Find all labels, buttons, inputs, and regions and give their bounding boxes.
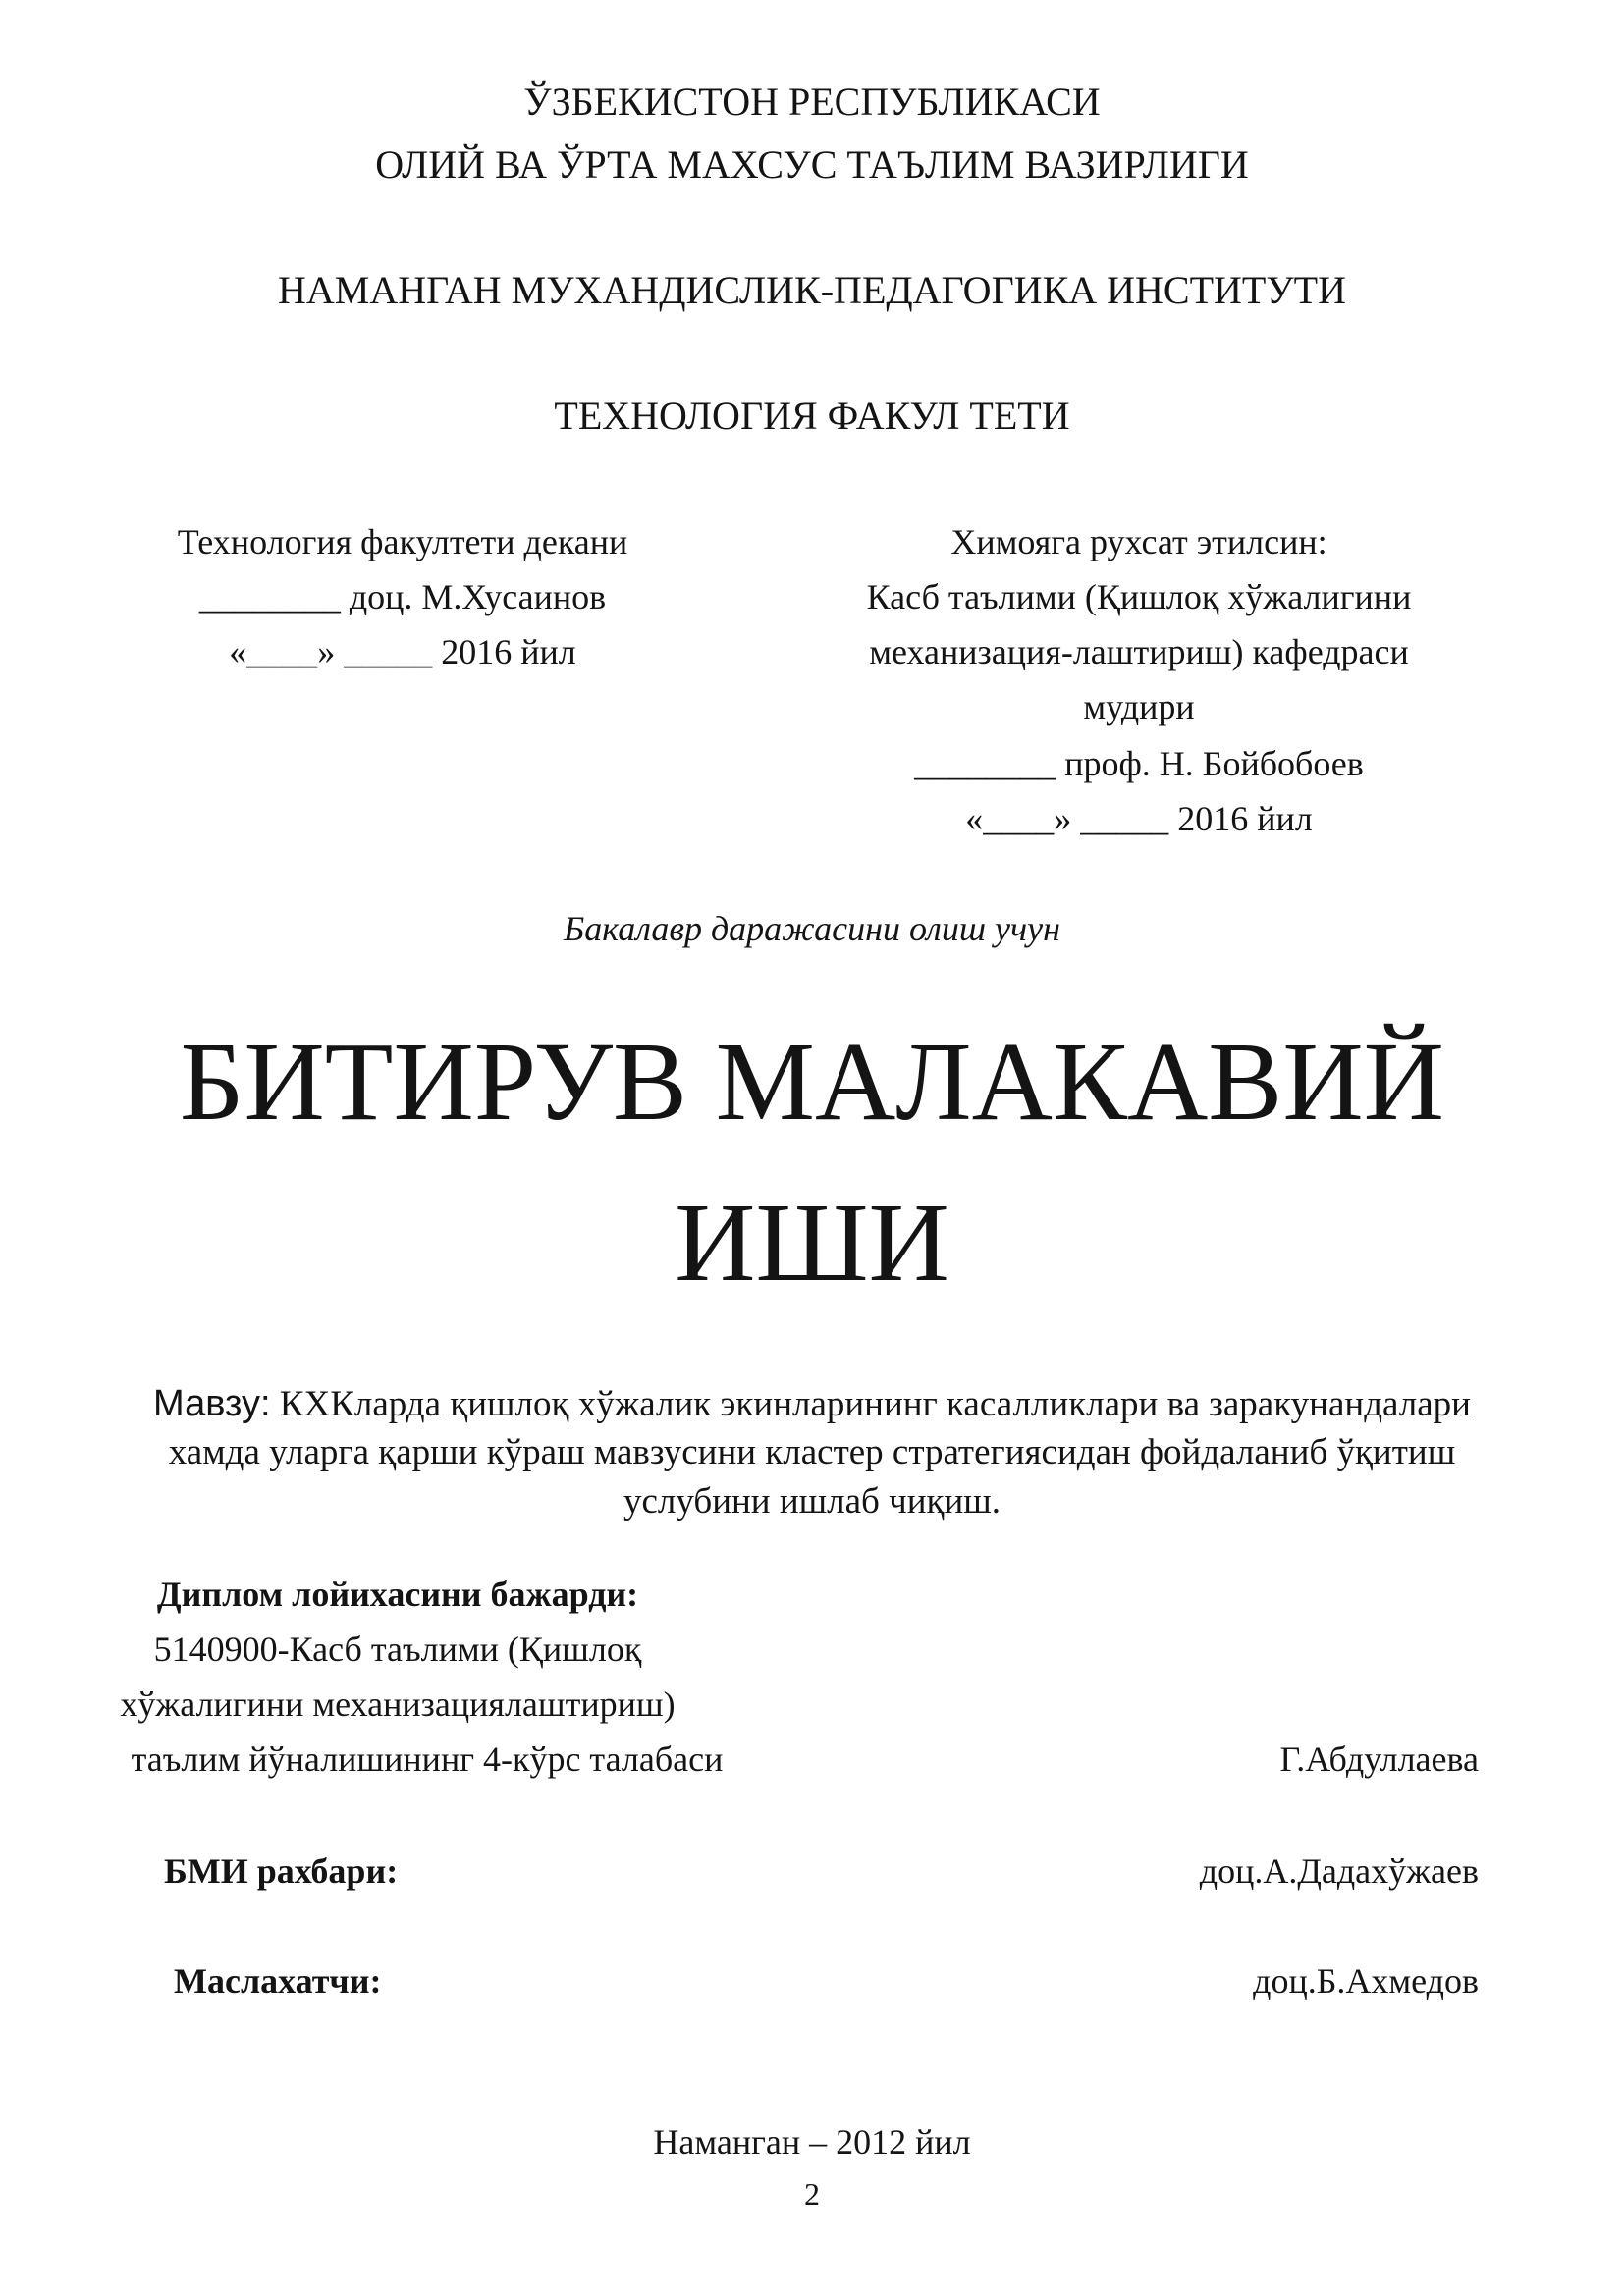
topic-label: Мавзу: (153, 1383, 271, 1424)
consultant-label: Маслахатчи: (174, 1961, 382, 2001)
dean-signature: ________ доц. М.Хусаинов (198, 577, 607, 616)
dean-date: «____» _____ 2016 йил (229, 632, 576, 671)
city-year: Наманган – 2012 йил (653, 2122, 971, 2162)
faculty-name: ТЕХНОЛОГИЯ ФАКУЛ ТЕТИ (554, 394, 1070, 438)
head-date: «____» _____ 2016 йил (965, 799, 1313, 838)
document-title-line-2: ИШИ (675, 1180, 949, 1305)
head-signature: ________ проф. Н. Бойбобоев (914, 744, 1364, 783)
head-title: мудири (1083, 687, 1195, 726)
document-title-line-1: БИТИРУВ МАЛАКАВИЙ (180, 1019, 1444, 1144)
page-number: 2 (804, 2176, 820, 2212)
consultant-name: доц.Б.Ахмедов (1253, 1961, 1479, 2001)
supervisor-name: доц.А.Дадахўжаев (1199, 1851, 1479, 1891)
diploma-line-2: хўжалигини механизациялаштириш) (120, 1684, 676, 1724)
supervisor-label: БМИ рахбари: (164, 1851, 399, 1891)
institute-name: НАМАНГАН МУХАНДИСЛИК-ПЕДАГОГИКА ИНСТИТУТИ (277, 268, 1346, 312)
dean-title: Технология факултети декани (177, 522, 628, 561)
department-line-1: Касб таълими (Қишлоқ хўжалигини (866, 577, 1412, 616)
topic-line-1 (0, 1382, 1624, 1426)
diploma-line-1: 5140900-Касб таълими (Қишлоқ (153, 1629, 642, 1669)
defense-permission: Химояга рухсат этилсин: (950, 522, 1327, 561)
degree-note: Бакалавр даражасини олиш учун (564, 909, 1060, 948)
topic-line-3: услубини ишлаб чиқиш. (623, 1481, 1001, 1522)
diploma-line-3: таълим йўналишининг 4-кўрс талабаси (131, 1739, 724, 1779)
department-line-2: механизация-лаштириш) кафедраси (869, 632, 1409, 671)
topic-line-2: хамда уларга қарши кўраш мавзусини кластер стратегиясидан фойдаланиб ўқитиш (168, 1432, 1456, 1472)
ministry-name: ОЛИЙ ВА ЎРТА МАХСУС ТАЪЛИМ ВАЗИРЛИГИ (375, 142, 1249, 187)
diploma-heading: Диплом лойихасини бажарди: (156, 1575, 639, 1614)
republic-name: ЎЗБЕКИСТОН РЕСПУБЛИКАСИ (523, 80, 1101, 124)
topic-text-1: КХКларда қишлоқ хўжалик экинларининг касалликлари ва заракунандалари (279, 1384, 1471, 1424)
student-name: Г.Абдуллаева (1279, 1739, 1479, 1779)
